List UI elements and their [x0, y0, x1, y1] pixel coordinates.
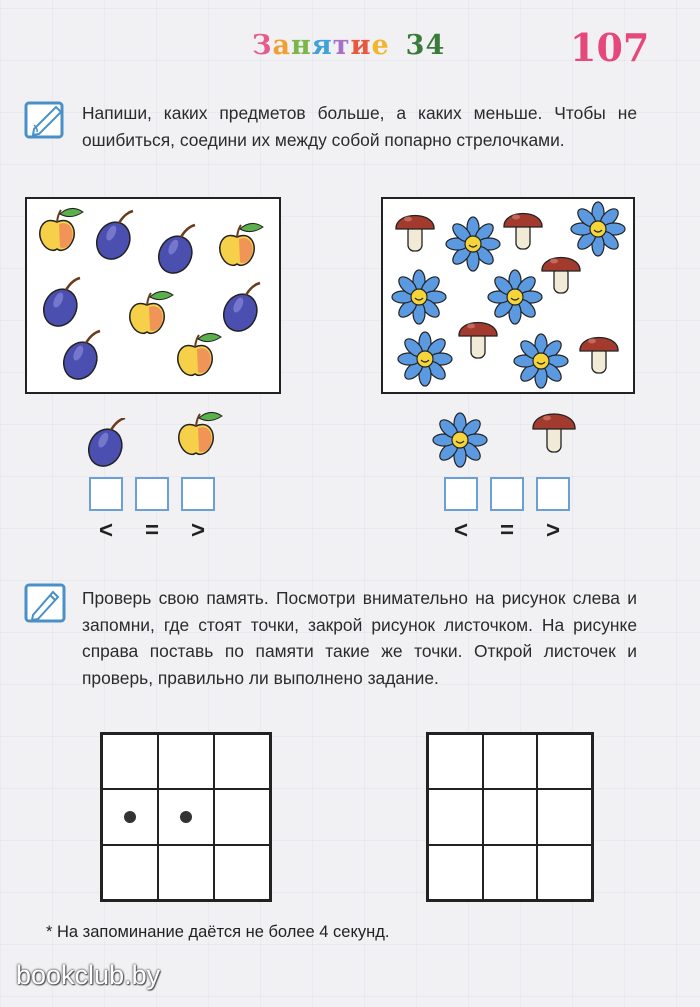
answer-box-apple[interactable]	[181, 477, 215, 511]
mushroom-icon	[530, 408, 578, 470]
grid-cell	[102, 845, 158, 900]
grid-cell	[214, 734, 270, 789]
less-sign-2: <	[453, 517, 468, 544]
grid-cell[interactable]	[537, 734, 592, 789]
task1-instruction: Напиши, каких предметов больше, а каких меньше. Чтобы не ошибиться, соедини их между собой попарно стрелочками.	[82, 103, 637, 150]
pencil-notebook-icon	[24, 99, 64, 139]
greater-sign-2: >	[545, 517, 560, 544]
less-sign: <	[98, 517, 113, 544]
memory-grid-right	[426, 732, 594, 902]
greater-sign: >	[190, 517, 205, 544]
grid-cell[interactable]	[428, 789, 483, 844]
fruit-picture	[25, 197, 281, 394]
equal-sign-2: =	[499, 517, 514, 544]
grid-cell[interactable]	[483, 734, 538, 789]
grid-cell[interactable]	[537, 845, 592, 900]
grid-cell	[158, 789, 214, 844]
answer-box-sign[interactable]	[135, 477, 169, 511]
grid-cell	[214, 789, 270, 844]
task2-instruction: Проверь свою память. Посмотри внимательно на рисунок слева и запомни, где стоят точки, закрой рисунок листочком. На рисунке справа поставь по памяти такие же точки. Открой листочек и проверь, правильно ли выполнено задание.	[82, 588, 637, 688]
pencil-icon	[24, 583, 64, 623]
memory-grid-left	[100, 732, 272, 902]
grid-cell[interactable]	[483, 789, 538, 844]
flower-icon	[430, 410, 490, 470]
apple-icon	[174, 408, 230, 468]
answer-box-sign-2[interactable]	[490, 477, 524, 511]
lesson-number: 34	[405, 30, 446, 61]
flower-mushroom-picture	[381, 197, 635, 394]
grid-cell	[158, 734, 214, 789]
grid-cell	[158, 845, 214, 900]
memory-dot	[124, 811, 136, 823]
footnote: * На запоминание даётся не более 4 секунд.	[46, 923, 390, 941]
page-number: 107	[570, 25, 650, 70]
grid-cell[interactable]	[483, 845, 538, 900]
watermark: bookclub.by	[16, 960, 161, 990]
plum-icon	[82, 418, 132, 470]
answer-box-flower[interactable]	[444, 477, 478, 511]
equal-sign: =	[144, 517, 159, 544]
grid-cell[interactable]	[428, 845, 483, 900]
grid-cell[interactable]	[428, 734, 483, 789]
grid-cell[interactable]	[537, 789, 592, 844]
answer-box-mushroom[interactable]	[536, 477, 570, 511]
grid-cell	[102, 789, 158, 844]
memory-dot	[180, 811, 192, 823]
grid-cell	[102, 734, 158, 789]
grid-cell	[214, 845, 270, 900]
answer-box-plum[interactable]	[89, 477, 123, 511]
lesson-title: Занятие 34	[252, 30, 446, 61]
